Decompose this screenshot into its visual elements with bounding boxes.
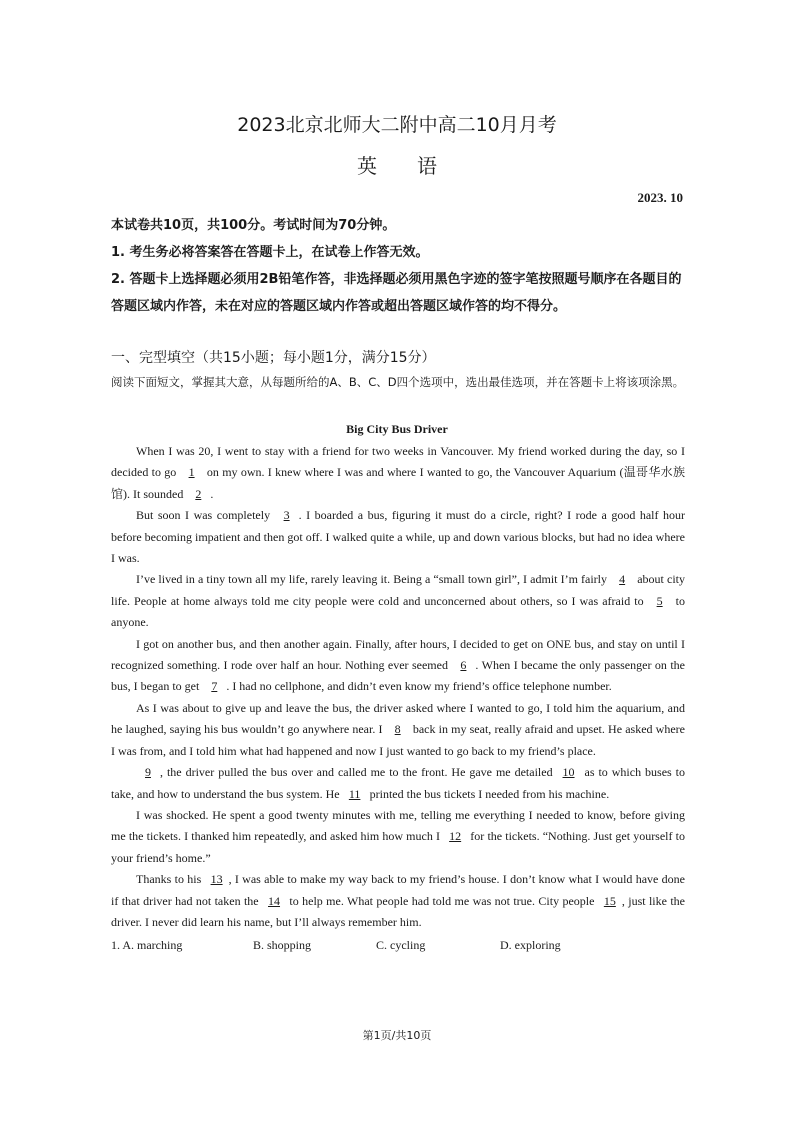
story-paragraph: I got on another bus, and then another again. Finally, after hours, I decided to get on ONE bus, and stay on until I recognized something. I rode over half an hour. Nothing ever seemed 6 . When I became the only passenger on the bus, I began to get 7 . I had no cellphone, and didn’t even know my friend’s office telephone number. (111, 634, 685, 698)
subject-title: 英语 (357, 154, 477, 178)
blank-8: 8 (394, 722, 401, 737)
blank-10: 10 (562, 765, 575, 780)
story-paragraph: As I was about to give up and leave the bus, the driver asked where I wanted to go, I told him the aquarium, and he laughed, saying his bus wouldn’t go anywhere near. I 8 back in my seat, really afraid and upset. He asked where I was from, and I told him what had happened and now I just wanted to go back to my friend’s place. (111, 700, 685, 758)
story-paragraph: But soon I was completely 3 . I boarded a bus, figuring it must do a circle, right? I rode a good half hour before becoming impatient and then got off. I walked quite a while, up and down various blocks, but had no idea where I was. (111, 505, 685, 569)
blank-7: 7 (211, 679, 218, 694)
note-line: 2. 答题卡上选择题必须用2B铅笔作答，非选择题必须用黑色字迹的签字笔按照题号顺序在各题目的答题区域内作答，未在对应的答题区域内作答或超出答题区域作答的均不得分。 (111, 272, 682, 314)
option-b: B. shopping (253, 938, 312, 952)
blank-12: 12 (449, 829, 462, 844)
story-paragraph: When I was 20, I went to stay with a friend for two weeks in Vancouver. My friend worked during the day, so I decided to go 1 on my own. I knew where I was and where I wanted to go, the Vancouver Aquarium (温哥华水族馆). It sounded 2 . (111, 441, 685, 505)
story-paragraph: 9 , the driver pulled the bus over and called me to the front. He gave me detailed 10 as to which buses to take, and how to understand the bus system. He 11 printed the bus tickets I needed from his machine. (111, 762, 685, 805)
section-title: 一、完型填空（共15小题；每小题1分，满分15分） (111, 350, 436, 366)
blank-2: 2 (195, 486, 202, 501)
exam-date: 2023. 10 (637, 190, 683, 205)
option-a: 1. A. marching (111, 938, 183, 952)
story-title: Big City Bus Driver (346, 422, 448, 436)
blank-4: 4 (619, 572, 626, 587)
note-line: 1. 考生务必将答案答在答题卡上，在试卷上作答无效。 (111, 245, 429, 260)
exam-title: 2023北京北师大二附中高二10月月考 (237, 114, 557, 136)
exam-notes (111, 212, 685, 320)
story-paragraph: I’ve lived in a tiny town all my life, rarely leaving it. Being a “small town girl”, I admit I’m fairly 4 about city life. People at home always told me city people were cold and unconcerned about others, so I was afraid to 5 to anyone. (111, 569, 685, 633)
page-footer: 第1页/共10页 (362, 1029, 432, 1042)
blank-11: 11 (348, 786, 361, 801)
blank-3: 3 (283, 508, 290, 523)
story-paragraph: Thanks to his 13 , I was able to make my way back to my friend’s house. I don’t know what I would have done if that driver had not taken the 14 to help me. What people had told me was not true. City people 15 , just like the driver. I never did learn his name, but I’ll always remember him. (111, 869, 685, 933)
option-d: D. exploring (500, 938, 561, 952)
blank-15: 15 (603, 893, 616, 908)
blank-6: 6 (460, 658, 467, 673)
story-text (111, 441, 685, 933)
blank-13: 13 (210, 872, 223, 887)
story-paragraph: I was shocked. He spent a good twenty minutes with me, telling me everything I needed to know, before giving me the tickets. I thanked him repeatedly, and asked him how much I 12 for the tickets. “Nothing. Just get yourself to your friend’s home.” (111, 807, 685, 865)
blank-5: 5 (656, 593, 663, 608)
blank-1: 1 (188, 465, 195, 480)
blank-9: 9 (145, 765, 151, 780)
blank-14: 14 (268, 893, 281, 908)
option-c: C. cycling (376, 938, 426, 952)
section-instruction: 阅读下面短文，掌握其大意，从每题所给的A、B、C、D四个选项中，选出最佳选项，并在答题卡上将该项涂黑。 (111, 375, 685, 389)
note-line: 本试卷共10页，共100分。考试时间为70分钟。 (111, 218, 396, 233)
